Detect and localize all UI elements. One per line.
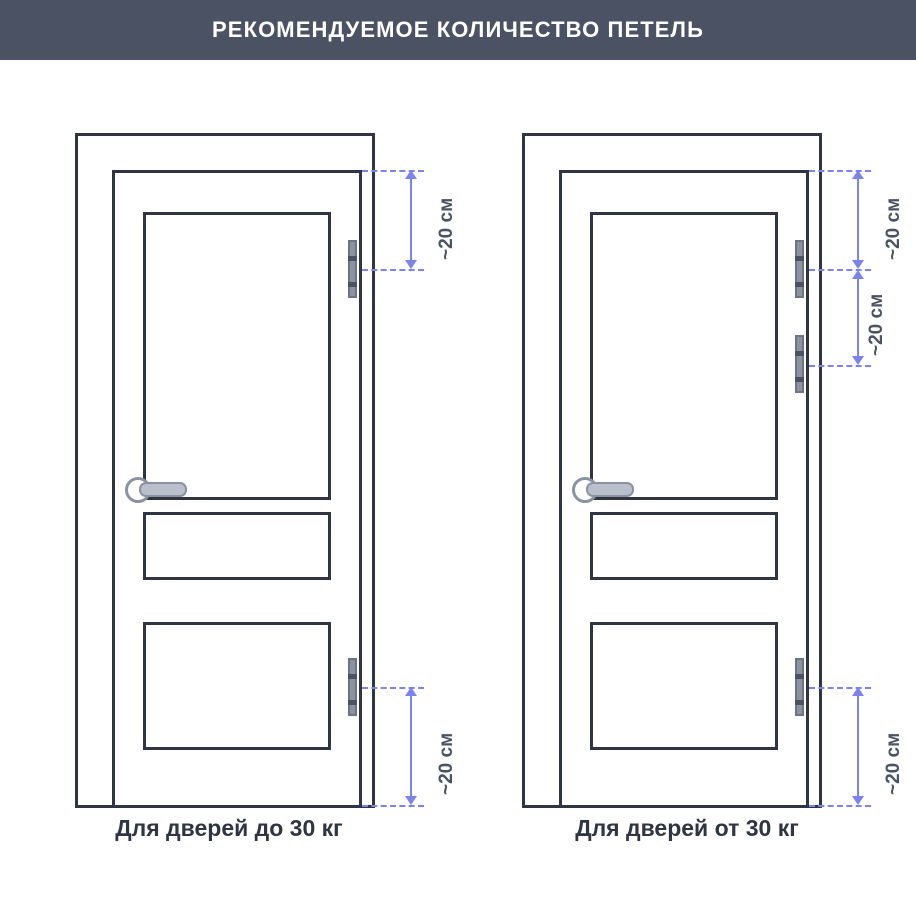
diagram-area <box>0 60 916 915</box>
dim-top-line <box>857 172 859 267</box>
door-hinge-bottom-pin2 <box>795 700 804 705</box>
dim-middle-line <box>857 272 859 363</box>
dim-top-label: ~20 см <box>883 197 904 260</box>
dim-top-arrow-down <box>852 260 864 269</box>
door-handle-lever <box>586 482 634 497</box>
dim-middle-guide-lower <box>809 365 871 367</box>
door-hinge-top-pin <box>348 256 357 261</box>
floor-line <box>522 805 822 808</box>
page-title: РЕКОМЕНДУЕМОЕ КОЛИЧЕСТВО ПЕТЕЛЬ <box>212 17 704 42</box>
door-hinge-middle-pin <box>795 351 804 356</box>
dim-bottom-arrow-down <box>405 796 417 805</box>
dim-bottom-label: ~20 см <box>436 732 457 795</box>
dim-top-arrow-down <box>405 260 417 269</box>
dim-bottom-line <box>410 689 412 803</box>
door-hinge-middle <box>795 335 804 393</box>
door-panel-bottom <box>143 622 331 750</box>
door-hinge-middle-pin2 <box>795 377 804 382</box>
dim-top-arrow-up <box>852 170 864 179</box>
door-hinge-bottom-pin <box>348 674 357 679</box>
door-hinge-bottom <box>795 658 804 716</box>
door-hinge-bottom <box>348 658 357 716</box>
door-hinge-top-pin2 <box>348 282 357 287</box>
door-hinge-bottom-pin <box>795 674 804 679</box>
door-panel-top <box>590 212 778 500</box>
dim-top-arrow-up <box>405 170 417 179</box>
door-panel-middle <box>590 512 778 580</box>
dim-bottom-arrow-up <box>852 687 864 696</box>
dim-top-label: ~20 см <box>436 197 457 260</box>
diagram-panel-heavy-door <box>458 60 916 915</box>
diagram-panel-light-door <box>0 60 458 915</box>
door-hinge-top <box>348 240 357 298</box>
door-hinge-top <box>795 240 804 298</box>
door-hinge-bottom-pin2 <box>348 700 357 705</box>
dim-bottom-line <box>857 689 859 803</box>
door-hinge-top-pin <box>795 256 804 261</box>
door-hinge-top-pin2 <box>795 282 804 287</box>
dim-bottom-arrow-up <box>405 687 417 696</box>
panel-caption-heavy: Для дверей от 30 кг <box>575 815 799 841</box>
header-banner <box>0 0 916 60</box>
dim-top-line <box>410 172 412 267</box>
dim-bottom-guide-lower <box>809 805 871 807</box>
door-panel-bottom <box>590 622 778 750</box>
dim-top-guide-lower <box>362 269 424 271</box>
door-panel-top <box>143 212 331 500</box>
dim-middle-arrow-down <box>852 356 864 365</box>
door-panel-middle <box>143 512 331 580</box>
dim-bottom-arrow-down <box>852 796 864 805</box>
dim-middle-arrow-up <box>852 270 864 279</box>
dim-bottom-label: ~20 см <box>883 732 904 795</box>
dim-middle-label: ~20 см <box>866 293 887 356</box>
floor-line <box>75 805 375 808</box>
dim-bottom-guide-lower <box>362 805 424 807</box>
door-handle-lever <box>139 482 187 497</box>
panel-caption-light: Для дверей до 30 кг <box>115 815 343 841</box>
